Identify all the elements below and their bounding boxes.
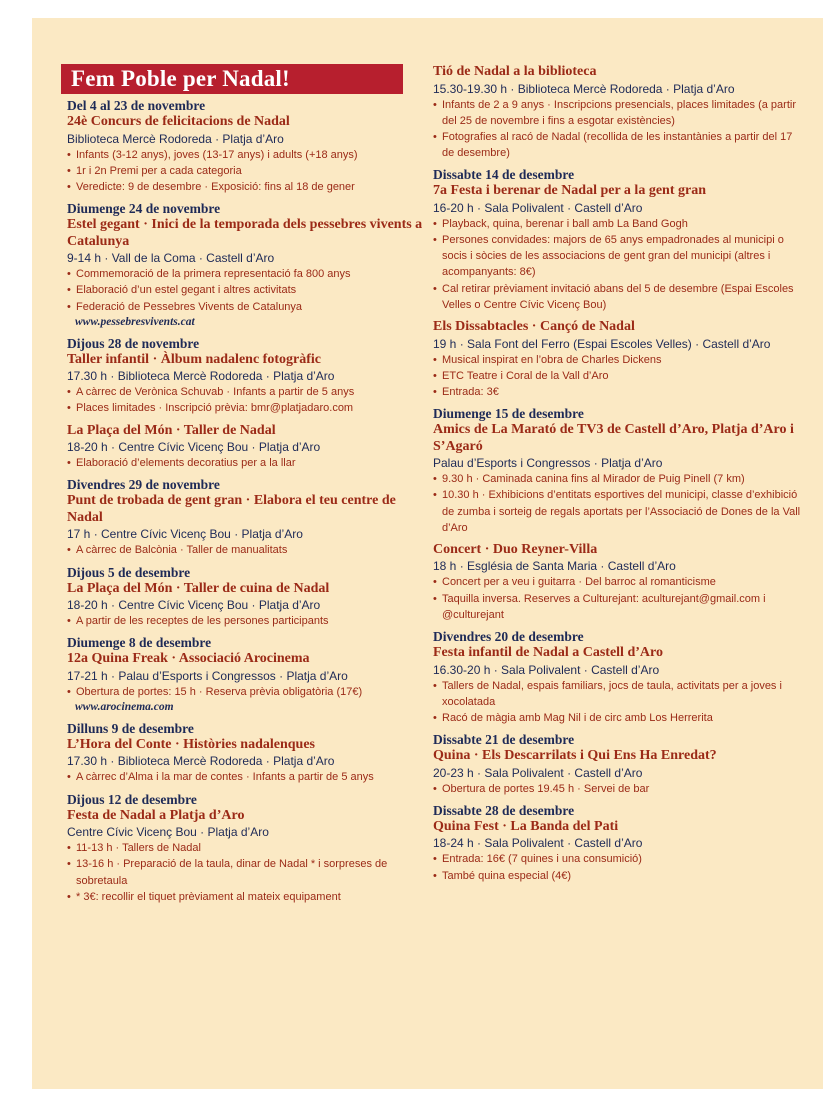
event-date: Dissabte 21 de desembre: [433, 732, 575, 748]
event-details: [67, 840, 432, 905]
event-detail-item: • Entrada: 16€ (7 quines i una consumició): [433, 851, 803, 867]
event-place: 17.30 h · Biblioteca Mercè Rodoreda · Platja d’Aro: [67, 369, 335, 384]
event-detail-item: • Racó de màgia amb Mag Nil i de circ amb Los Herrerita: [433, 710, 803, 726]
event-detail-item: • Elaboració d’elements decoratius per a la llar: [67, 455, 432, 471]
event-detail-item: • 11-13 h · Tallers de Nadal: [67, 840, 432, 856]
event-details: [433, 678, 803, 727]
event-title: Estel gegant · Inici de la temporada dels pessebres vivents a Catalunya: [67, 217, 423, 249]
event-detail-item: • 10.30 h · Exhibicions d’entitats esportives del municipi, classe d’exhibició de zumba i sorteig de regals aportats per l’Associació de Dones de la Vall d’Aro: [433, 487, 803, 536]
event-detail-item: • A càrrec de Balcònia · Taller de manualitats: [67, 542, 432, 558]
event-place: 17.30 h · Biblioteca Mercè Rodoreda · Platja d’Aro: [67, 754, 335, 769]
event-detail-item: • Cal retirar prèviament invitació abans del 5 de desembre (Espai Escoles Velles o Centre Cívic Vicenç Bou): [433, 281, 803, 313]
event-place: Palau d’Esports i Congressos · Platja d’Aro: [433, 456, 663, 471]
event-date: Dissabte 14 de desembre: [433, 167, 575, 183]
event-details: [67, 769, 432, 785]
event-block: [433, 64, 803, 161]
event-date: Divendres 20 de desembre: [433, 629, 584, 645]
event-detail-item: • Tallers de Nadal, espais familiars, jocs de taula, activitats per a joves i xocolatada: [433, 678, 803, 710]
event-details: [67, 455, 432, 471]
event-block: [433, 406, 803, 536]
event-details: [67, 684, 432, 700]
event-title: 7a Festa i berenar de Nadal per a la gent gran: [433, 183, 706, 199]
event-place: 16.30-20 h · Sala Polivalent · Castell d’Aro: [433, 662, 660, 677]
event-block: [67, 336, 432, 417]
event-title: 24è Concurs de felicitacions de Nadal: [67, 114, 290, 129]
event-place: 9-14 h · Vall de la Coma · Castell d’Aro: [67, 251, 275, 266]
event-block: [67, 98, 432, 195]
event-block: [67, 477, 432, 558]
event-date: Dijous 12 de desembre: [67, 791, 197, 807]
event-place: 19 h · Sala Font del Ferro (Espai Escoles Velles) · Castell d’Aro: [433, 336, 771, 351]
event-title: Quina · Els Descarrilats i Qui Ens Ha Enredat?: [433, 748, 717, 764]
event-place: 18-20 h · Centre Cívic Vicenç Bou · Platja d’Aro: [67, 440, 321, 455]
event-title: Tió de Nadal a la biblioteca: [433, 64, 597, 79]
event-details: [433, 781, 803, 797]
event-place: 17-21 h · Palau d’Esports i Congressos · Platja d’Aro: [67, 668, 348, 683]
event-title: Punt de trobada de gent gran · Elabora el teu centre de Nadal: [67, 493, 396, 525]
event-detail-item: • 13-16 h · Preparació de la taula, dinar de Nadal * i sorpreses de sobretaula: [67, 856, 432, 888]
event-block: [433, 629, 803, 726]
event-detail-item: • Veredicte: 9 de desembre · Exposició: fins al 18 de gener: [67, 179, 432, 195]
event-date: Diumenge 8 de desembre: [67, 635, 212, 651]
event-date: Dijous 28 de novembre: [67, 335, 200, 351]
event-title: Quina Fest · La Banda del Pati: [433, 818, 619, 834]
event-block: [67, 721, 432, 786]
event-details: [433, 352, 803, 401]
event-detail-item: • Commemoració de la primera representació fa 800 anys: [67, 266, 432, 282]
right-column: [433, 64, 803, 890]
event-block: [67, 792, 432, 905]
right-events: [433, 64, 803, 884]
event-detail-item: • També quina especial (4€): [433, 868, 803, 884]
event-detail-item: • Persones convidades: majors de 65 anys empadronades al municipi o socis i sòcies de les associacions de gent gran del municipi (altres i acompanyants: 8€): [433, 232, 803, 281]
event-detail-item: • Obertura de portes 19.45 h · Servei de bar: [433, 781, 803, 797]
event-details: [67, 542, 432, 558]
event-detail-item: • Places limitades · Inscripció prèvia: bmr@platjadaro.com: [67, 400, 432, 416]
page-banner: Fem Poble per Nadal!: [61, 64, 403, 94]
event-details: [67, 147, 432, 196]
event-place: 16-20 h · Sala Polivalent · Castell d’Aro: [433, 200, 643, 215]
event-details: [433, 851, 803, 883]
event-detail-item: • A partir de les receptes de les persones participants: [67, 613, 432, 629]
event-details: [67, 384, 432, 416]
event-place: 18 h · Església de Santa Maria · Castell d’Aro: [433, 559, 676, 574]
event-title: Concert · Duo Reyner-Villa: [433, 541, 598, 557]
event-detail-item: • A càrrec d’Alma i la mar de contes · Infants a partir de 5 anys: [67, 769, 432, 785]
event-title: Taller infantil · Àlbum nadalenc fotogràfic: [67, 351, 321, 367]
event-place: 18-24 h · Sala Polivalent · Castell d’Aro: [433, 836, 643, 851]
event-detail-item: • Musical inspirat en l’obra de Charles Dickens: [433, 352, 803, 368]
event-title: Amics de La Marató de TV3 de Castell d’Aro, Platja d’Aro i S’Agaró: [433, 422, 794, 454]
event-place: 15.30-19.30 h · Biblioteca Mercè Rodoreda · Platja d’Aro: [433, 81, 735, 96]
event-details: [67, 613, 432, 629]
event-date: Divendres 29 de novembre: [67, 477, 220, 493]
event-detail-item: • Concert per a veu i guitarra · Del barroc al romanticisme: [433, 574, 803, 590]
event-title: Els Dissabtacles · Cançó de Nadal: [433, 319, 635, 335]
event-details: [433, 216, 803, 313]
event-details: [433, 97, 803, 162]
event-place: Centre Cívic Vicenç Bou · Platja d’Aro: [67, 825, 269, 840]
event-detail-item: • * 3€: recollir el tiquet prèviament al mateix equipament: [67, 889, 432, 905]
event-title: La Plaça del Món · Taller de cuina de Nadal: [67, 580, 330, 596]
event-block: [67, 635, 432, 715]
event-detail-item: • A càrrec de Verònica Schuvab · Infants a partir de 5 anys: [67, 384, 432, 400]
event-block: [433, 319, 803, 400]
event-date: Diumenge 24 de novembre: [67, 201, 221, 217]
event-title: L’Hora del Conte · Històries nadalenques: [67, 736, 316, 752]
event-place: 17 h · Centre Cívic Vicenç Bou · Platja d’Aro: [67, 527, 303, 542]
event-detail-item: • Playback, quina, berenar i ball amb La Band Gogh: [433, 216, 803, 232]
event-detail-item: • Obertura de portes: 15 h · Reserva prèvia obligatòria (17€): [67, 684, 432, 700]
event-detail-item: • Elaboració d’un estel gegant i altres activitats: [67, 282, 432, 298]
website-link[interactable]: www.pessebresvivents.cat: [75, 315, 195, 328]
event-title: Festa de Nadal a Platja d’Aro: [67, 807, 245, 823]
event-place: 18-20 h · Centre Cívic Vicenç Bou · Platja d’Aro: [67, 598, 321, 613]
event-title: Festa infantil de Nadal a Castell d’Aro: [433, 645, 663, 661]
event-place: 20-23 h · Sala Polivalent · Castell d’Aro: [433, 765, 643, 780]
event-block: [433, 732, 803, 797]
event-detail-item: • ETC Teatre i Coral de la Vall d’Aro: [433, 368, 803, 384]
event-detail-item: • Infants (3-12 anys), joves (13-17 anys) i adults (+18 anys): [67, 147, 432, 163]
left-column: [67, 64, 432, 911]
event-detail-item: • Federació de Pessebres Vivents de Catalunya: [67, 299, 432, 315]
event-detail-item: • Taquilla inversa. Reserves a Culturejant: aculturejant@gmail.com i @culturejant: [433, 591, 803, 623]
event-block: [433, 542, 803, 623]
event-date: Dissabte 28 de desembre: [433, 802, 575, 818]
event-detail-item: • Infants de 2 a 9 anys · Inscripcions presencials, places limitades (a partir del 25 de novembre i fins a esgotar existències): [433, 97, 803, 129]
event-details: [67, 266, 432, 315]
event-details: [433, 471, 803, 536]
left-events: [67, 98, 432, 905]
event-title: La Plaça del Món · Taller de Nadal: [67, 422, 276, 438]
event-detail-item: • 9.30 h · Caminada canina fins al Mirador de Puig Pinell (7 km): [433, 471, 803, 487]
event-date: Del 4 al 23 de novembre: [67, 98, 206, 113]
event-detail-item: • 1r i 2n Premi per a cada categoria: [67, 163, 432, 179]
event-block: [67, 565, 432, 630]
event-block: [67, 423, 432, 472]
page: [32, 18, 823, 1089]
event-title: 12a Quina Freak · Associació Arocinema: [67, 651, 310, 667]
event-detail-item: • Fotografies al racó de Nadal (recollida de les instantànies a partir del 17 de desembre): [433, 129, 803, 161]
event-detail-item: • Entrada: 3€: [433, 384, 803, 400]
event-place: Biblioteca Mercè Rodoreda · Platja d’Aro: [67, 131, 284, 146]
event-details: [433, 574, 803, 623]
event-date: Diumenge 15 de desembre: [433, 406, 584, 422]
event-block: [433, 167, 803, 313]
event-date: Dilluns 9 de desembre: [67, 720, 194, 736]
event-block: [433, 803, 803, 884]
event-block: [67, 201, 432, 330]
event-date: Dijous 5 de desembre: [67, 564, 191, 580]
website-link[interactable]: www.arocinema.com: [75, 700, 174, 713]
